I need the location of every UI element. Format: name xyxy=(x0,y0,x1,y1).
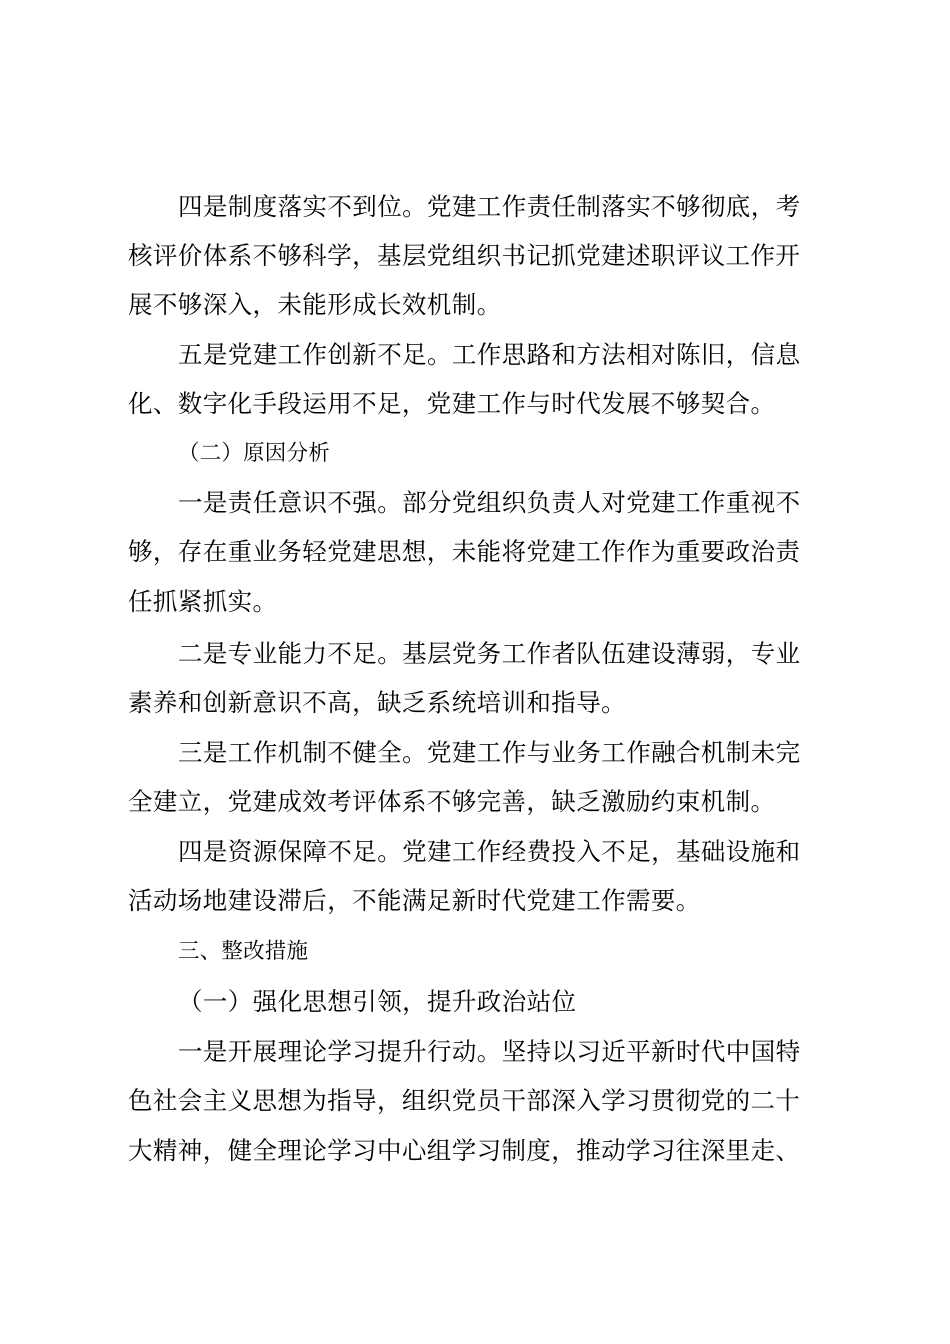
paragraph-line: 五是党建工作创新不足。工作思路和方法相对陈旧，信息 xyxy=(178,340,801,369)
section-heading: （一）强化思想引领，提升政治站位 xyxy=(178,987,577,1016)
paragraph-line: 任抓紧抓实。 xyxy=(128,587,278,616)
paragraph-line: 一是责任意识不强。部分党组织负责人对党建工作重视不 xyxy=(178,488,801,517)
paragraph-line: 化、数字化手段运用不足，党建工作与时代发展不够契合。 xyxy=(128,389,776,418)
paragraph-line: 核评价体系不够科学，基层党组织书记抓党建述职评议工作开 xyxy=(128,241,801,270)
paragraph-line: 三是工作机制不健全。党建工作与业务工作融合机制未完 xyxy=(178,738,801,767)
paragraph-line: 展不够深入，未能形成长效机制。 xyxy=(128,290,502,319)
paragraph-line: 大精神，健全理论学习中心组学习制度，推动学习往深里走、 xyxy=(128,1136,801,1165)
paragraph-line: 色社会主义思想为指导，组织党员干部深入学习贯彻党的二十 xyxy=(128,1086,801,1115)
paragraph-line: 二是专业能力不足。基层党务工作者队伍建设薄弱，专业 xyxy=(178,639,801,668)
paragraph-line: 全建立，党建成效考评体系不够完善，缺乏激励约束机制。 xyxy=(128,787,776,816)
paragraph-line: 素养和创新意识不高，缺乏系统培训和指导。 xyxy=(128,688,626,717)
section-heading: （二）原因分析 xyxy=(178,441,330,466)
section-heading: 三、整改措施 xyxy=(178,939,309,964)
paragraph-line: 活动场地建设滞后，不能满足新时代党建工作需要。 xyxy=(128,886,701,915)
paragraph-line: 一是开展理论学习提升行动。坚持以习近平新时代中国特 xyxy=(178,1037,801,1066)
paragraph-line: 够，存在重业务轻党建思想，未能将党建工作作为重要政治责 xyxy=(128,537,801,566)
paragraph-line: 四是制度落实不到位。党建工作责任制落实不够彻底，考 xyxy=(178,192,801,221)
paragraph-line: 四是资源保障不足。党建工作经费投入不足，基础设施和 xyxy=(178,837,801,866)
